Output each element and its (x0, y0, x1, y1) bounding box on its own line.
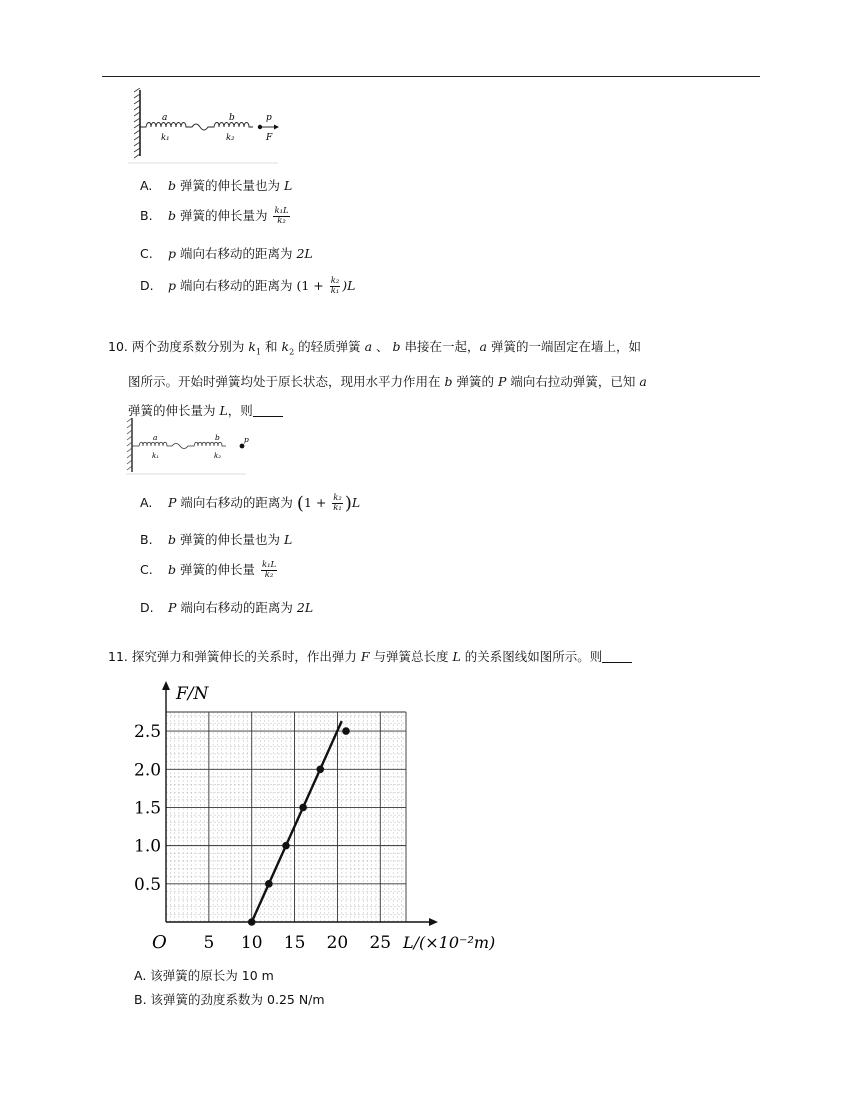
stem-text: 两个劲度系数分别为 (131, 339, 249, 354)
variable: a (364, 339, 373, 354)
answer-blank[interactable] (253, 404, 283, 417)
q10-spring-figure (126, 416, 266, 476)
answer-blank[interactable] (602, 650, 632, 663)
q11-option-b[interactable] (134, 990, 325, 1008)
stem-text: 弹簧的伸长量为 (128, 402, 220, 418)
option-text: 该弹簧的劲度系数为 0.25 N/m (150, 992, 325, 1007)
variable: F (360, 649, 370, 664)
option-letter: B. (134, 992, 147, 1007)
y-tick-label: 2.5 (134, 722, 162, 743)
y-tick-label: 0.5 (134, 874, 162, 895)
x-axis-label: L/(×10⁻²m) (403, 933, 496, 952)
x-tick-label: 10 (240, 933, 263, 953)
option-text: 该弹簧的原长为 10 m (150, 968, 274, 983)
stem-text: 弹簧的一端固定在墙上，如 (486, 339, 641, 354)
header-rule (102, 76, 760, 77)
stem-text: 和 (261, 339, 282, 354)
stem-text: 图所示。开始时弹簧均处于原长状态，现用水平力作用在 (128, 373, 445, 389)
stem-text: 的关系图线如图所示。则 (460, 649, 603, 664)
math-text: 1 + (303, 495, 331, 510)
y-tick-label: 1.0 (134, 836, 162, 857)
variable: P (168, 495, 177, 510)
q9-fig-label-p: p (266, 113, 272, 123)
x-tick-label: 5 (203, 933, 215, 953)
paren: ( (296, 493, 304, 514)
variable: 2L (296, 246, 313, 261)
variable: L (219, 402, 228, 418)
x-tick-label: 15 (283, 933, 306, 953)
option-text: 端向右移动的距离为 (176, 278, 297, 293)
fraction: $\frac{\text{k₂}}{\text{k₁}}$ (333, 493, 342, 513)
variable: k (248, 339, 256, 354)
stem-text: 与弹簧总长度 (369, 649, 453, 664)
q9-option-d[interactable] (140, 276, 355, 296)
option-text: 端向右移动的距离为 (176, 495, 297, 510)
fraction: $\frac{\text{k₁L}}{\text{k₂}}$ (261, 560, 277, 580)
math-text: )L (342, 278, 356, 293)
data-point (299, 804, 307, 812)
option-letter: B. (140, 532, 153, 547)
q9-fig-label-k2: k₂ (226, 133, 235, 143)
option-letter: A. (140, 178, 153, 193)
option-letter: A. (134, 968, 147, 983)
q10-fig-label-k2: k₂ (214, 452, 222, 460)
option-text: 弹簧的伸长量 (176, 562, 259, 577)
origin-label: O (152, 932, 167, 953)
q9-fig-label-k1: k₁ (161, 133, 170, 143)
variable: b (168, 208, 177, 223)
variable: b (168, 178, 177, 193)
paren: ) (344, 493, 352, 514)
variable: b (444, 373, 453, 389)
option-letter: A. (140, 495, 153, 510)
stem-text: 探究弹力和弹簧伸长的关系时，作出弹力 (131, 649, 361, 664)
variable: p (168, 278, 177, 293)
q9-spring-figure (128, 88, 283, 164)
force-length-chart (120, 675, 510, 960)
variable: L (452, 649, 461, 664)
q10-fig-label-b: b (215, 433, 220, 442)
q10-fig-label-a: a (153, 433, 158, 442)
y-tick-label: 2.0 (134, 760, 162, 781)
option-text: 弹簧的伸长量也为 (176, 532, 284, 547)
option-text: 端向右移动的距离为 (176, 600, 297, 615)
data-point (316, 765, 324, 773)
option-letter: C. (140, 246, 153, 261)
variable: P (497, 373, 507, 389)
y-axis-label: F/N (176, 684, 209, 704)
q10-option-c[interactable] (140, 560, 279, 580)
variable: b (168, 532, 177, 547)
stem-text: 端向右拉动弹簧，已知 (506, 373, 640, 389)
q11-stem (108, 642, 632, 671)
data-point (265, 880, 273, 888)
option-letter: D. (140, 600, 154, 615)
fit-line (252, 721, 342, 922)
variable: b (168, 562, 177, 577)
option-text: 弹簧的伸长量为 (176, 208, 272, 223)
option-letter: C. (140, 562, 153, 577)
x-axis-arrow (429, 918, 438, 926)
variable: a (639, 373, 647, 389)
q9-option-a[interactable] (140, 176, 292, 194)
variable: a (479, 339, 487, 354)
variable: 2L (296, 600, 314, 615)
x-tick-label: 20 (326, 933, 349, 953)
q10-stem (108, 332, 768, 425)
variable: p (168, 246, 177, 261)
q9-option-c[interactable] (140, 244, 313, 262)
q9-fig-label-F: F (266, 133, 273, 143)
math-text: (1 + (296, 278, 328, 293)
option-text: 端向右移动的距离为 (176, 246, 297, 261)
option-letter: B. (140, 208, 153, 223)
q9-option-b[interactable] (140, 206, 292, 226)
stem-text: 串接在一起， (400, 339, 480, 354)
data-point (248, 918, 256, 926)
data-point (342, 727, 350, 735)
variable: L (283, 532, 293, 547)
variable: b (392, 339, 401, 354)
variable: P (168, 600, 177, 615)
variable: L (351, 495, 361, 510)
stem-text: 、 (372, 339, 393, 354)
q10-fig-label-k1: k₁ (152, 452, 160, 460)
q10-option-b[interactable] (140, 530, 292, 548)
stem-text: 弹簧的 (452, 373, 498, 389)
stem-text: 的轻质弹簧 (294, 339, 365, 354)
q10-fig-label-p: p (244, 435, 249, 444)
x-tick-label: 25 (369, 933, 392, 953)
question-number: 11. (108, 649, 128, 664)
q10-option-d[interactable] (140, 598, 313, 616)
data-point (282, 842, 290, 850)
q9-fig-label-a: a (162, 113, 168, 123)
stem-text: ，则 (227, 402, 253, 418)
fraction: $\frac{\text{k₂}}{\text{k₁}}$ (330, 276, 340, 296)
fraction: $\frac{\text{k₁L}}{\text{k₂}}$ (274, 206, 289, 226)
q9-fig-label-b: b (229, 113, 235, 123)
q11-option-a[interactable] (134, 966, 274, 984)
variable: L (283, 178, 293, 193)
option-text: 弹簧的伸长量也为 (176, 178, 284, 193)
y-axis-arrow (162, 681, 170, 690)
question-number: 10. (108, 339, 128, 354)
variable: k (281, 339, 290, 354)
q10-option-a[interactable] (140, 493, 360, 514)
y-tick-label: 1.5 (134, 798, 162, 819)
subscript: 1 (255, 347, 262, 357)
subscript: 2 (289, 347, 295, 357)
option-letter: D. (140, 278, 154, 293)
